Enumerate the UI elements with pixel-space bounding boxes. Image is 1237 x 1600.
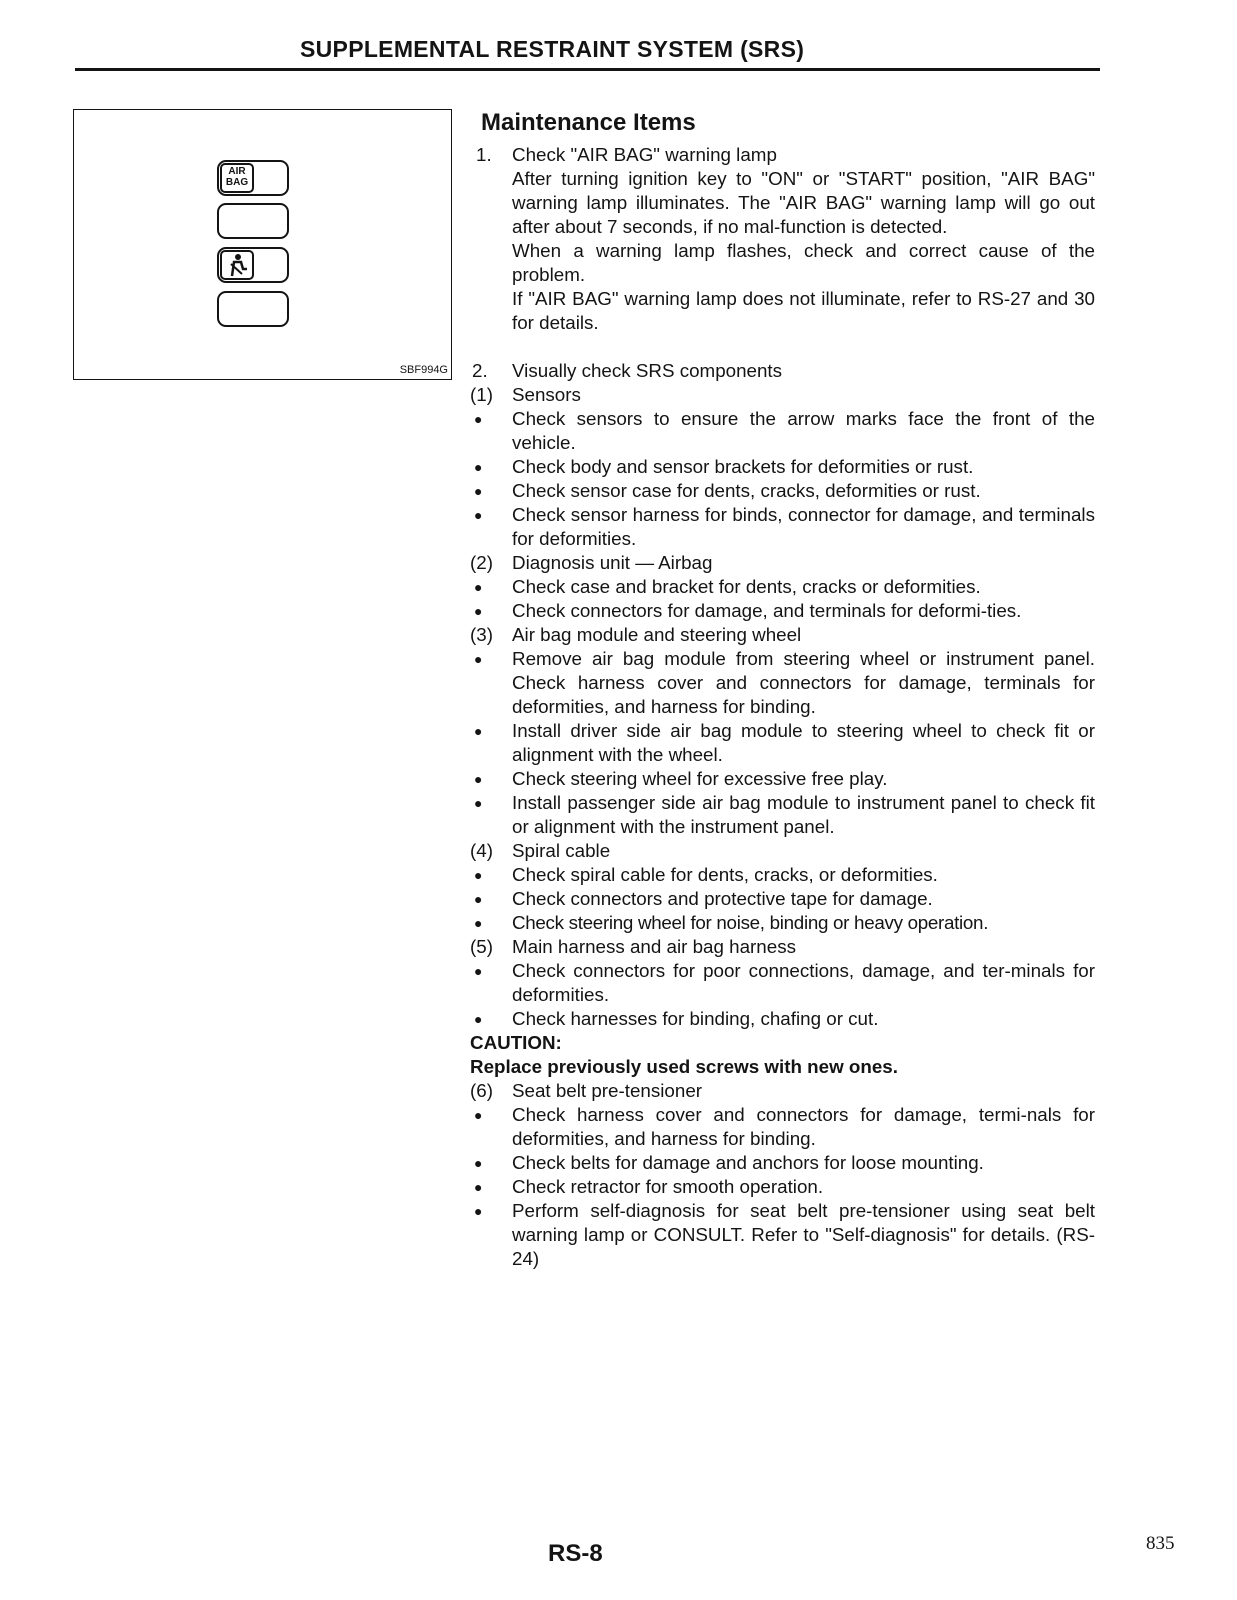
page-number: 835	[1146, 1533, 1175, 1554]
bullet-icon: ●	[474, 915, 483, 931]
bullet-icon: ●	[474, 1203, 483, 1219]
step-title: Check "AIR BAG" warning lamp	[512, 144, 777, 165]
figure-code: SBF994G	[399, 364, 448, 376]
bullet-icon: ●	[474, 651, 483, 667]
bullet-icon: ●	[474, 1155, 483, 1171]
list-item	[470, 767, 1095, 791]
list-item-text: Check sensor harness for binds, connector for damage, and terminals for deformities.	[512, 504, 1095, 549]
sub-item-title: Air bag module and steering wheel	[512, 624, 802, 645]
list-item-text: Check case and bracket for dents, cracks or deformities.	[512, 576, 981, 597]
bullet-icon: ●	[474, 459, 483, 475]
sub-item-number: (4)	[470, 840, 493, 861]
list-item-text: Perform self-diagnosis for seat belt pre-tensioner using seat belt warning lamp or CONSULT. Refer to "Self-diagnosis" for details. (RS-24)	[512, 1200, 1095, 1269]
bullet-icon: ●	[474, 603, 483, 619]
list-item	[470, 407, 1095, 455]
page-footer-code: RS-8	[548, 1540, 603, 1567]
sub-item-number: (5)	[470, 936, 493, 957]
list-item	[470, 455, 1095, 479]
blank-lamp	[217, 203, 289, 239]
sub-item-title: Seat belt pre-tensioner	[512, 1080, 703, 1101]
list-item	[470, 647, 1095, 719]
list-item	[470, 1199, 1095, 1271]
maintenance-content	[470, 143, 1095, 1271]
bullet-icon: ●	[474, 771, 483, 787]
sub-item-title: Sensors	[512, 384, 581, 405]
sub-item-number: (2)	[470, 552, 493, 573]
list-item-text: Check sensor case for dents, cracks, deformities or rust.	[512, 480, 981, 501]
step-2	[470, 359, 1095, 383]
bullet-icon: ●	[474, 411, 483, 427]
bullet-icon: ●	[474, 1011, 483, 1027]
list-item-text: Check steering wheel for excessive free play.	[512, 768, 888, 789]
bullet-icon: ●	[474, 891, 483, 907]
sub-item-title: Main harness and air bag harness	[512, 936, 796, 957]
list-item	[470, 575, 1095, 599]
list-item	[470, 1175, 1095, 1199]
bullet-icon: ●	[474, 579, 483, 595]
caution-text: Replace previously used screws with new ones.	[470, 1056, 898, 1077]
sub-item-seat-belt-pre-tensioner	[470, 1079, 1095, 1103]
air-bag-warning-lamp	[217, 160, 289, 196]
list-item-text: Check retractor for smooth operation.	[512, 1176, 824, 1197]
bullet-icon: ●	[474, 795, 483, 811]
list-item	[470, 719, 1095, 767]
list-item	[470, 1103, 1095, 1151]
paragraph: When a warning lamp flashes, check and correct cause of the problem.	[512, 240, 1095, 285]
list-item	[470, 959, 1095, 1007]
step-1	[470, 143, 1095, 167]
list-item-text: Check connectors for damage, and terminals for deformi-ties.	[512, 600, 1022, 621]
airbag-label-line1: AIR	[228, 166, 246, 177]
sub-item-title: Diagnosis unit — Airbag	[512, 552, 713, 573]
sub-item-sensors	[470, 383, 1095, 407]
seat-belt-warning-lamp	[217, 247, 289, 283]
sub-item-diagnosis-unit	[470, 551, 1095, 575]
sub-item-number: (1)	[470, 384, 493, 405]
list-item	[470, 863, 1095, 887]
list-item	[470, 1151, 1095, 1175]
step-title: Visually check SRS components	[512, 360, 783, 381]
step-number: 2.	[472, 360, 488, 381]
list-item	[470, 599, 1095, 623]
page-header-title: SUPPLEMENTAL RESTRAINT SYSTEM (SRS)	[300, 36, 805, 62]
list-item-text: Check body and sensor brackets for deformities or rust.	[512, 456, 974, 477]
list-item-text: Check spiral cable for dents, cracks, or deformities.	[512, 864, 938, 885]
list-item-text: Check connectors and protective tape for damage.	[512, 888, 933, 909]
seat-belt-icon-glyph	[222, 252, 252, 278]
caution-label: CAUTION:	[470, 1032, 562, 1053]
bullet-icon: ●	[474, 483, 483, 499]
list-item-text: Install passenger side air bag module to instrument panel to check fit or alignment with the instrument panel.	[512, 792, 1095, 837]
sub-item-number: (6)	[470, 1080, 493, 1101]
seat-belt-icon	[220, 250, 254, 280]
list-item	[470, 479, 1095, 503]
sub-item-spiral-cable	[470, 839, 1095, 863]
list-item-text: Check connectors for poor connections, damage, and ter-minals for deformities.	[512, 960, 1095, 1005]
step-number: 1.	[476, 144, 492, 165]
list-item-text: Install driver side air bag module to steering wheel to check fit or alignment with the wheel.	[512, 720, 1095, 765]
bullet-icon: ●	[474, 507, 483, 523]
list-item	[470, 911, 1095, 935]
list-item	[470, 503, 1095, 551]
bullet-icon: ●	[474, 1107, 483, 1123]
list-item	[470, 887, 1095, 911]
list-item-text: Check sensors to ensure the arrow marks face the front of the vehicle.	[512, 408, 1095, 453]
list-item-text: Check steering wheel for noise, binding or heavy operation.	[512, 912, 989, 933]
section-heading: Maintenance Items	[481, 109, 696, 136]
paragraph: After turning ignition key to "ON" or "START" position, "AIR BAG" warning lamp illuminates. The "AIR BAG" warning lamp will go out after about 7 seconds, if no mal-function is detected.	[512, 168, 1095, 237]
header-rule	[75, 68, 1100, 71]
list-item-text: Check belts for damage and anchors for loose mounting.	[512, 1152, 984, 1173]
sub-item-main-harness	[470, 935, 1095, 959]
sub-item-number: (3)	[470, 624, 493, 645]
list-item	[470, 1007, 1095, 1031]
list-item-text: Check harness cover and connectors for damage, termi-nals for deformities, and harness for binding.	[512, 1104, 1095, 1149]
airbag-icon	[220, 163, 254, 193]
sub-item-title: Spiral cable	[512, 840, 611, 861]
blank-lamp	[217, 291, 289, 327]
bullet-icon: ●	[474, 963, 483, 979]
warning-lamp-figure	[73, 109, 452, 380]
list-item	[470, 791, 1095, 839]
sub-item-air-bag-module	[470, 623, 1095, 647]
list-item-text: Remove air bag module from steering wheel or instrument panel. Check harness cover and connectors for damage, terminals for deformities, and harness for binding.	[512, 648, 1095, 717]
list-item-text: Check harnesses for binding, chafing or cut.	[512, 1008, 879, 1029]
paragraph: If "AIR BAG" warning lamp does not illuminate, refer to RS-27 and 30 for details.	[512, 288, 1095, 333]
bullet-icon: ●	[474, 867, 483, 883]
bullet-icon: ●	[474, 723, 483, 739]
bullet-icon: ●	[474, 1179, 483, 1195]
airbag-label-line2: BAG	[225, 177, 249, 188]
